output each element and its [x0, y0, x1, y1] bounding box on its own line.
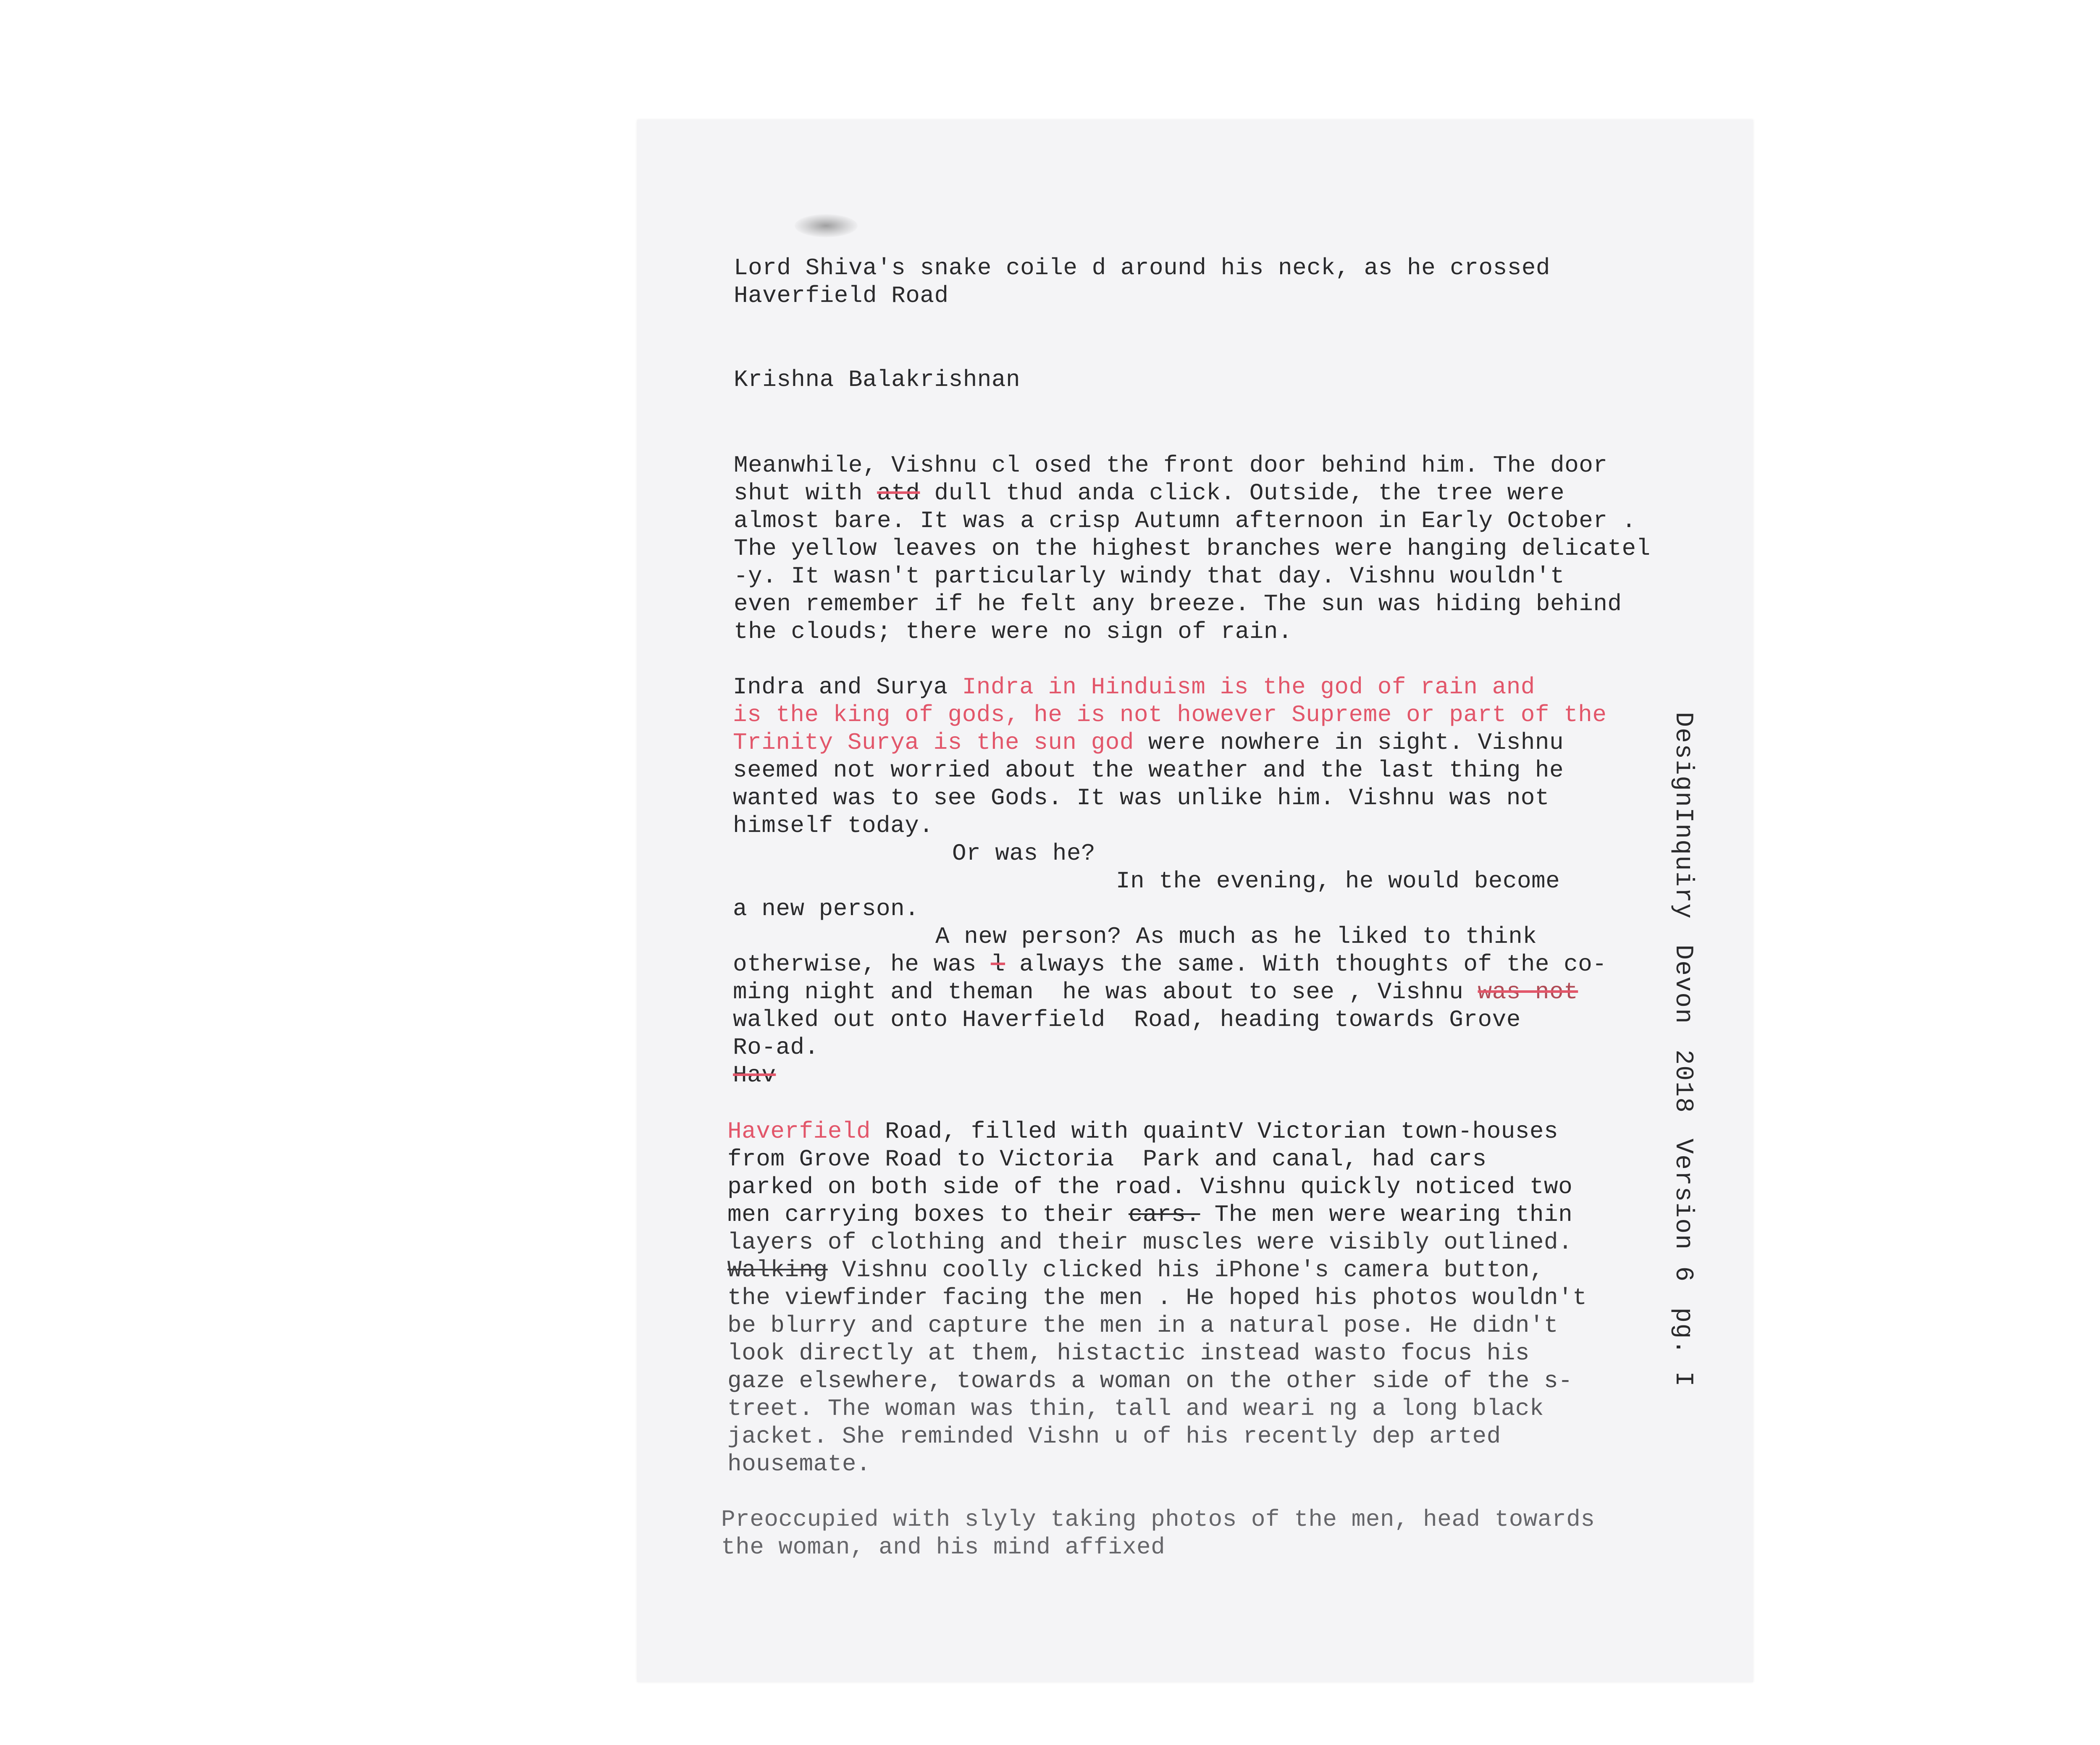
para3-line-5: layers of clothing and their muscles were visibly outlined. [727, 1229, 1573, 1256]
para1-line-2: shut with atd dull thud anda click. Outside, the tree were [734, 480, 1565, 506]
sidebar-program: DesignInquiry [1669, 712, 1697, 920]
para2-line-3: Trinity Surya is the sun god were nowhere in sight. Vishnu [733, 729, 1564, 756]
para2-line-7: Or was he? [952, 840, 1096, 867]
para3-line-3: parked on both side of the road. Vishnu quickly noticed two [727, 1173, 1573, 1200]
para3-line-11: treet. The woman was thin, tall and weari ng a long black [727, 1395, 1544, 1422]
typewritten-page [637, 120, 1753, 1682]
para3-line-1: Haverfield Road, filled with quaintV Victorian town-houses [727, 1118, 1559, 1145]
para4-line-1: Preoccupied with slyly taking photos of the men, head towards [721, 1506, 1595, 1533]
para2-line-15: Hav [733, 1062, 776, 1089]
para2-line-1: Indra and Surya Indra in Hinduism is the god of rain and [733, 674, 1535, 701]
para3-line-10: gaze elsewhere, towards a woman on the other side of the s- [727, 1367, 1573, 1394]
para3-line-6: Walking Vishnu coolly clicked his iPhone's camera button, [727, 1257, 1544, 1283]
para2-line-4: seemed not worried about the weather and the last thing he [733, 757, 1564, 784]
para2-line-11: otherwise, he was l always the same. With thoughts of the co- [733, 951, 1607, 978]
para3-line-9: look directly at them, histactic instead wasto focus his [727, 1340, 1530, 1367]
para3-line-7: the viewfinder facing the men . He hoped his photos wouldn't [727, 1284, 1587, 1311]
title-line-2: Haverfield Road [734, 282, 949, 309]
para3-line-13: housemate. [727, 1451, 871, 1477]
para2-line-5: wanted was to see Gods. It was unlike him. Vishnu was not [733, 785, 1550, 811]
para1-line-1: Meanwhile, Vishnu cl osed the front door behind him. The door [734, 452, 1608, 479]
para2-line-12: ming night and theman he was about to see , Vishnu was not [733, 979, 1578, 1005]
para3-line-2: from Grove Road to Victoria Park and canal, had cars [727, 1146, 1487, 1173]
sidebar-version: Version 6 [1669, 1139, 1697, 1283]
para2-line-10: A new person? As much as he liked to think [935, 923, 1537, 950]
para1-line-7: the clouds; there were no sign of rain. [734, 618, 1293, 645]
para3-line-8: be blurry and capture the men in a natural pose. He didn't [727, 1312, 1559, 1339]
para1-line-5: -y. It wasn't particularly windy that day. Vishnu wouldn't [734, 563, 1565, 590]
para2-line-14: Ro-ad. [733, 1034, 819, 1061]
sidebar-page: pg. I [1669, 1307, 1697, 1388]
para1-line-4: The yellow leaves on the highest branches were hanging delicatel [734, 535, 1651, 562]
para3-line-4: men carrying boxes to their cars. The men were wearing thin [727, 1201, 1573, 1228]
para2-line-8: In the evening, he would become [1116, 868, 1560, 895]
sidebar-location: Devon [1669, 945, 1697, 1025]
para2-line-9: a new person. [733, 895, 919, 922]
para2-line-2: is the king of gods, he is not however Supreme or part of the [733, 701, 1607, 728]
para2-line-13: walked out onto Haverfield Road, heading towards Grove [733, 1006, 1521, 1033]
para2-line-6: himself today. [733, 812, 934, 839]
para1-line-6: even remember if he felt any breeze. The sun was hiding behind [734, 590, 1622, 617]
sidebar-caption [1670, 712, 1696, 1387]
sidebar-year: 2018 [1669, 1050, 1697, 1114]
author-name: Krishna Balakrishnan [734, 366, 1021, 393]
title-line-1: Lord Shiva's snake coile d around his neck, as he crossed [734, 255, 1551, 281]
ink-smudge [795, 214, 858, 237]
para1-line-3: almost bare. It was a crisp Autumn afternoon in Early October . [734, 507, 1636, 534]
para3-line-12: jacket. She reminded Vishn u of his recently dep arted [727, 1423, 1501, 1450]
para4-line-2: the woman, and his mind affixed [721, 1534, 1166, 1561]
